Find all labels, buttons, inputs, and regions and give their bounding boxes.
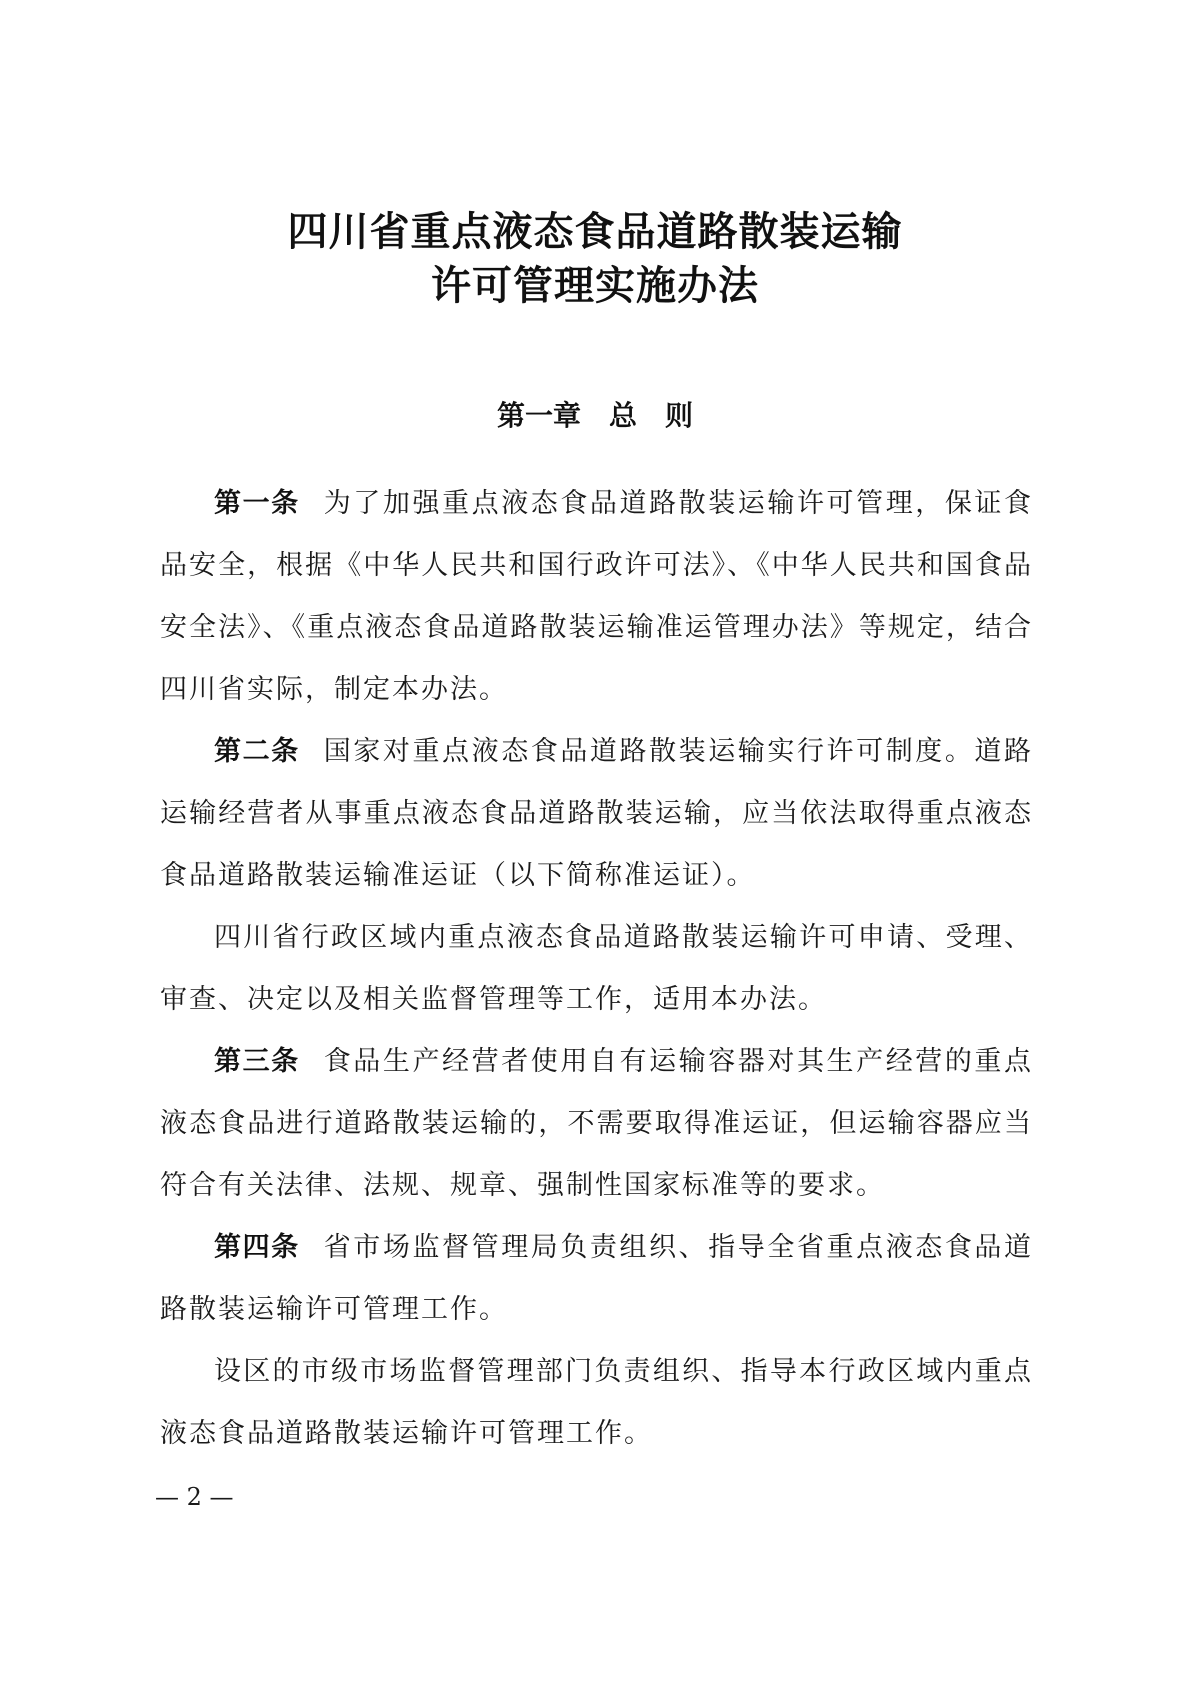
document-title — [150, 205, 1040, 313]
paragraph-text: 食品生产经营者使用自有运输容器对其生产经营的重点液态食品进行道路散装运输的，不需要取得准运证，但运输容器应当符合有关法律、法规、规章、强制性国家标准等的要求。 — [160, 1046, 1034, 1201]
paragraph-article-4 — [160, 1217, 1033, 1341]
paragraph-text: 四川省行政区域内重点液态食品道路散装运输许可申请、受理、审查、决定以及相关监督管理等工作，适用本办法。 — [160, 922, 1033, 1015]
paragraph-article-4-cont — [160, 1341, 1033, 1465]
paragraph-article-1 — [160, 473, 1033, 721]
article-number: 第一条 — [214, 488, 300, 519]
article-number: 第四条 — [214, 1232, 300, 1263]
paragraph-article-3 — [160, 1031, 1033, 1217]
paragraph-article-2-cont — [160, 907, 1033, 1031]
document-body — [160, 473, 1033, 1465]
chapter-heading: 第一章 总 则 — [496, 399, 693, 432]
article-number: 第三条 — [214, 1046, 300, 1077]
page-number: — 2 — — [155, 1483, 234, 1511]
paragraph-article-2 — [160, 721, 1033, 907]
document-title-line-1: 四川省重点液态食品道路散装运输 — [287, 209, 903, 255]
paragraph-text: 国家对重点液态食品道路散装运输实行许可制度。道路运输经营者从事重点液态食品道路散装运输，应当依法取得重点液态食品道路散装运输准运证（以下简称准运证）。 — [160, 736, 1034, 891]
article-number: 第二条 — [214, 736, 300, 767]
document-title-line-2: 许可管理实施办法 — [431, 263, 759, 309]
paragraph-text: 省市场监督管理局负责组织、指导全省重点液态食品道路散装运输许可管理工作。 — [160, 1232, 1034, 1325]
paragraph-text: 设区的市级市场监督管理部门负责组织、指导本行政区域内重点液态食品道路散装运输许可管理工作。 — [160, 1356, 1033, 1449]
paragraph-text: 为了加强重点液态食品道路散装运输许可管理，保证食品安全，根据《中华人民共和国行政许可法》、《中华人民共和国食品安全法》、《重点液态食品道路散装运输准运管理办法》等规定，结合四川省实际，制定本办法。 — [160, 488, 1034, 705]
